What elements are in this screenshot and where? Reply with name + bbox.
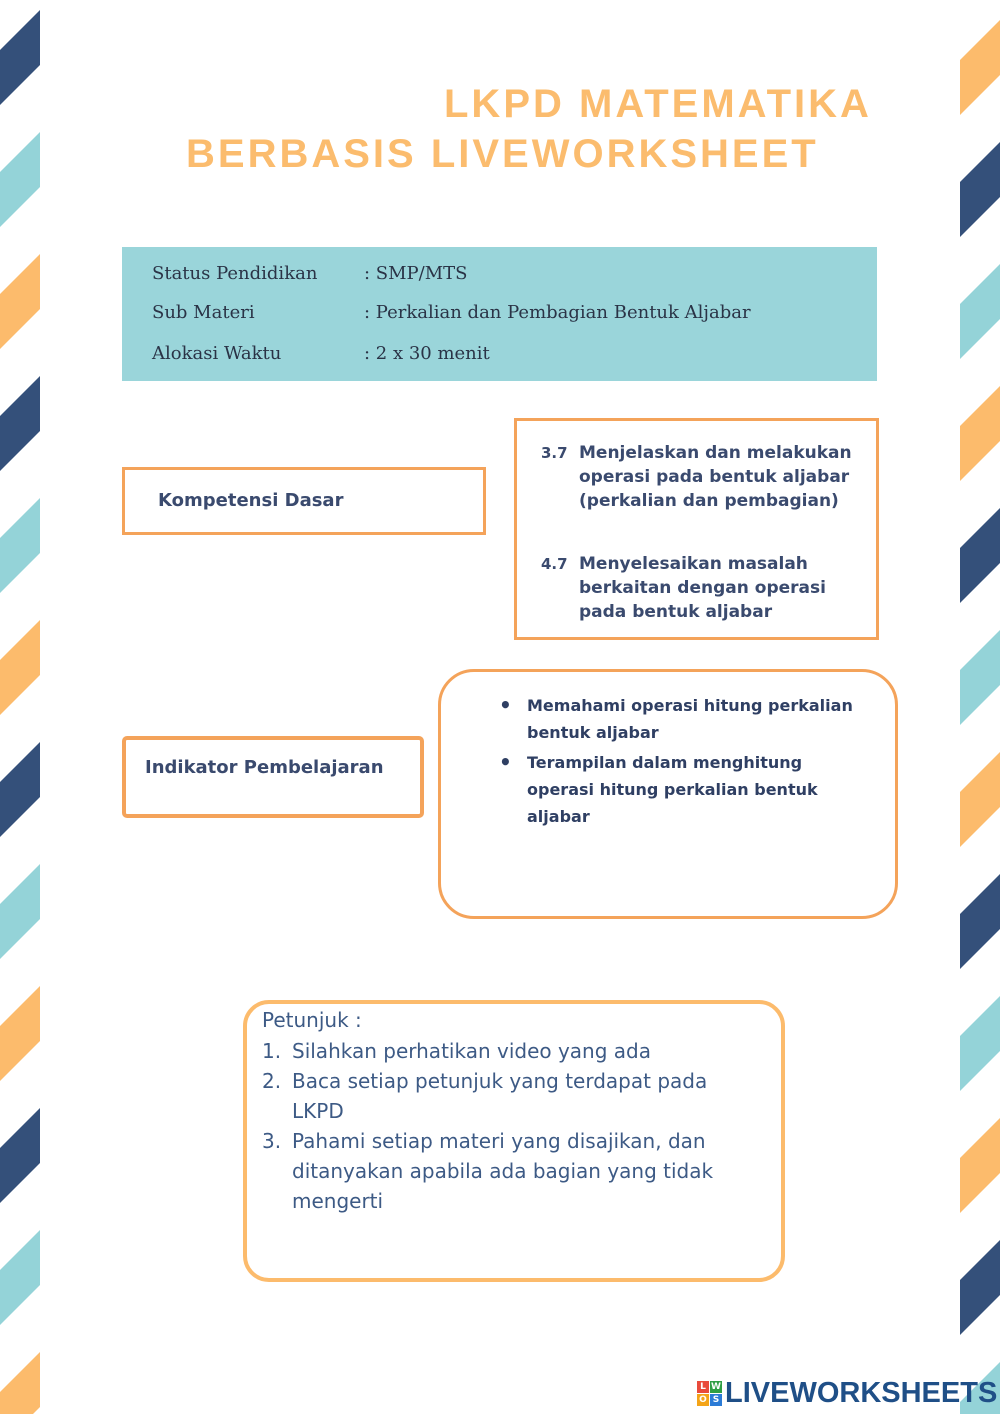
info-value: : SMP/MTS: [364, 263, 468, 284]
kd-number: 4.7: [541, 555, 568, 573]
petunjuk-box: [243, 1000, 785, 1282]
left-stripe-border: [0, 0, 40, 1414]
info-row-sub-materi: [152, 302, 751, 323]
stripe-segment: [960, 630, 1000, 725]
petunjuk-title: Petunjuk :: [262, 1008, 362, 1032]
stripe-segment: [0, 1352, 40, 1414]
stripe-segment: [960, 1118, 1000, 1213]
stripe-segment: [960, 20, 1000, 115]
kd-text: Menyelesaikan masalah berkaitan dengan operasi pada bentuk aljabar: [579, 554, 826, 622]
info-row-alokasi: [152, 343, 490, 364]
info-value: : Perkalian dan Pembagian Bentuk Aljabar: [364, 302, 751, 323]
stripe-segment: [0, 1230, 40, 1325]
stripe-segment: [960, 142, 1000, 237]
petunjuk-item: 2. Baca setiap petunjuk yang terdapat pada LKPD: [262, 1069, 708, 1123]
kompetensi-content-box: [514, 418, 879, 640]
info-label: Status Pendidikan: [152, 263, 318, 284]
stripe-segment: [0, 986, 40, 1081]
petunjuk-item-text: Pahami setiap materi yang disajikan, dan ditanyakan apabila ada bagian yang tidak mengerti: [292, 1129, 714, 1213]
indikator-label-box: [122, 736, 424, 818]
indikator-content-box: [438, 669, 898, 919]
indikator-item: • Terampilan dalam menghitung operasi hitung perkalian bentuk aljabar: [499, 749, 865, 830]
stripe-segment: [960, 508, 1000, 603]
petunjuk-item: 1. Silahkan perhatikan video yang ada: [262, 1039, 651, 1063]
petunjuk-item-text: Silahkan perhatikan video yang ada: [292, 1039, 651, 1063]
kompetensi-label-box: [122, 467, 486, 535]
petunjuk-list: [262, 1036, 732, 1216]
kd-item: [541, 441, 866, 513]
stripe-segment: [0, 498, 40, 593]
stripe-segment: [0, 254, 40, 349]
stripe-segment: [960, 386, 1000, 481]
stripe-segment: [960, 752, 1000, 847]
stripe-segment: [960, 264, 1000, 359]
petunjuk-item: 3. Pahami setiap materi yang disajikan, dan ditanyakan apabila ada bagian yang tidak mengerti: [262, 1129, 714, 1213]
title-line-1: LKPD MATEMATIKA: [444, 82, 872, 126]
liveworksheets-logo[interactable]: [697, 1377, 997, 1410]
info-label: Alokasi Waktu: [152, 343, 282, 364]
info-row-status: [152, 263, 468, 284]
stripe-segment: [960, 1240, 1000, 1335]
kd-item: [541, 552, 866, 624]
kd-number: 3.7: [541, 444, 568, 462]
liveworksheets-logo-icon: L W O S: [697, 1381, 722, 1406]
stripe-segment: [0, 132, 40, 227]
indikator-label: Indikator Pembelajaran: [145, 757, 384, 778]
right-stripe-border: [960, 0, 1000, 1414]
stripe-segment: [0, 620, 40, 715]
stripe-segment: [0, 376, 40, 471]
liveworksheets-logo-text: LIVEWORKSHEETS: [725, 1377, 998, 1409]
info-box: [122, 247, 877, 381]
petunjuk-item-text: Baca setiap petunjuk yang terdapat pada LKPD: [292, 1069, 708, 1123]
info-value: : 2 x 30 menit: [364, 343, 490, 364]
indikator-item: • Memahami operasi hitung perkalian bentuk aljabar: [499, 692, 865, 746]
stripe-segment: [0, 864, 40, 959]
title-line-2: BERBASIS LIVEWORKSHEET: [186, 132, 819, 176]
stripe-segment: [0, 742, 40, 837]
kompetensi-label: Kompetensi Dasar: [158, 490, 344, 511]
stripe-segment: [960, 996, 1000, 1091]
indikator-list: [499, 692, 865, 833]
info-label: Sub Materi: [152, 302, 255, 323]
stripe-segment: [0, 10, 40, 105]
kd-text: Menjelaskan dan melakukan operasi pada bentuk aljabar (perkalian dan pembagian): [579, 443, 852, 511]
stripe-segment: [0, 1108, 40, 1203]
stripe-segment: [960, 874, 1000, 969]
